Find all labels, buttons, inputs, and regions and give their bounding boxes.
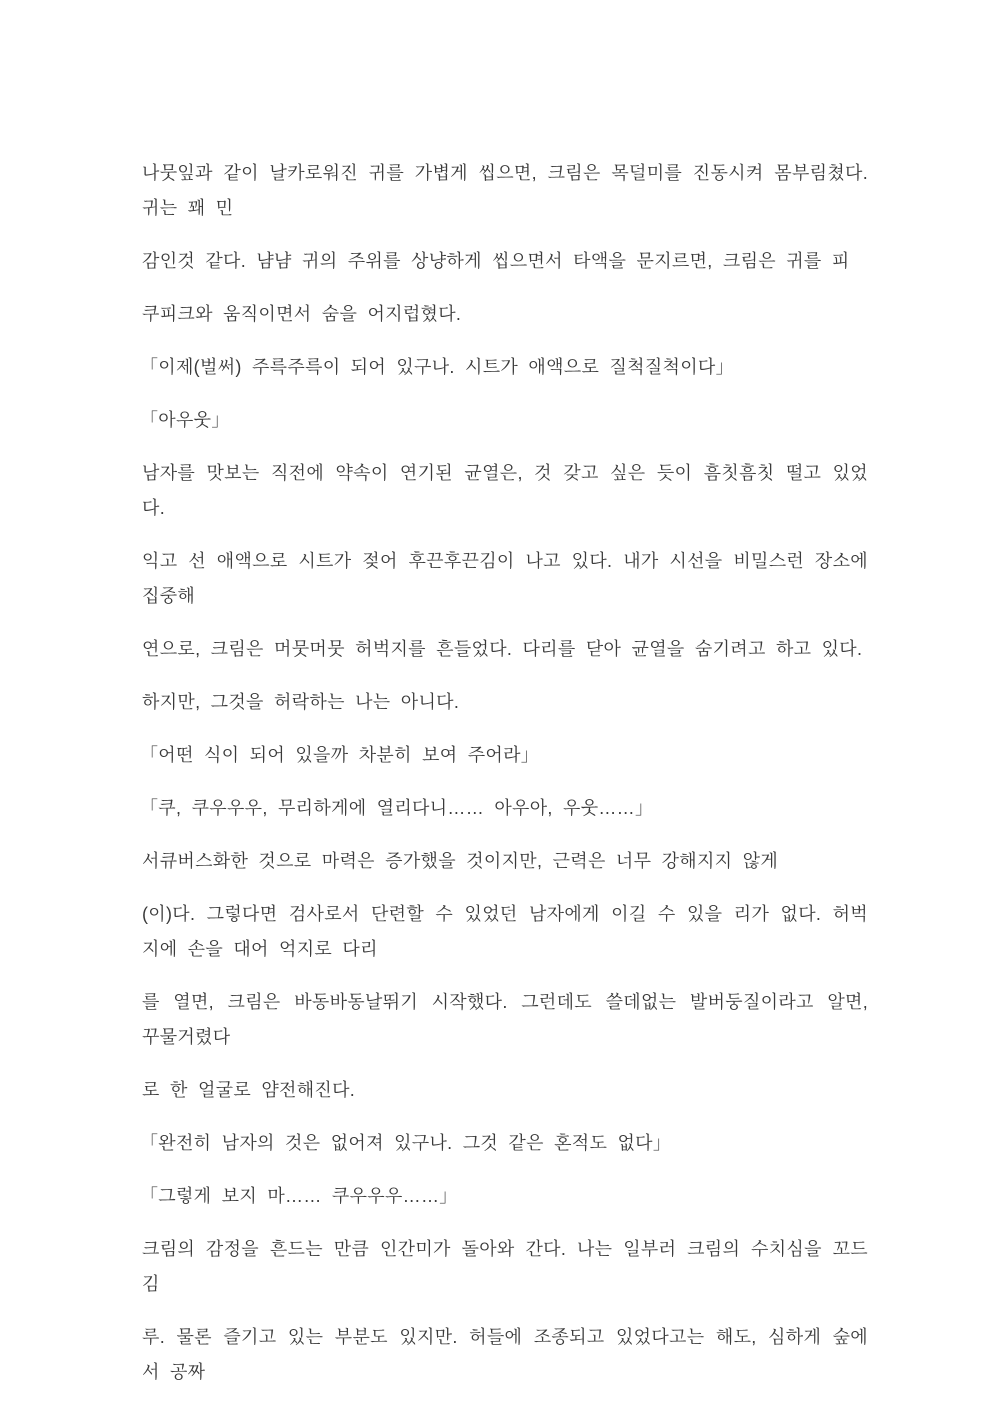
narration-paragraph: 감인것 같다. 냠냠 귀의 주위를 상냥하게 씹으면서 타액을 문지르면, 크림은 귀를 피 [142,251,850,271]
dialogue-line: 「완전히 남자의 것은 없어져 있구나. 그것 같은 혼적도 없다」 [140,1133,672,1153]
narration-paragraph: 하지만, 그것을 허락하는 나는 아니다. [142,692,460,712]
narration-paragraph: 연으로, 크림은 머뭇머뭇 허벅지를 흔들었다. 다리를 닫아 균열을 숨기려고 하고 있다. [142,639,863,659]
narration-paragraph: (이)다. 그렇다면 검사로서 단련할 수 있었던 남자에게 이길 수 있을 리가 없다. 허벅지에 손을 대어 억지로 다리 [142,904,868,959]
narration-paragraph: 남자를 맛보는 직전에 약속이 연기된 균열은, 것 갖고 싶은 듯이 흠칫흠칫 떨고 있었다. [142,463,868,518]
dialogue-line: 「그렇게 보지 마…… 쿠우우우……」 [140,1186,458,1206]
narration-paragraph: 익고 선 애액으로 시트가 젖어 후끈후끈김이 나고 있다. 내가 시선을 비밀스런 장소에 집중해 [142,551,868,606]
dialogue-line: 「쿠, 쿠우우우, 무리하게에 열리다니…… 아우아, 우웃……」 [140,798,654,818]
narration-paragraph: 쿠피크와 움직이면서 숨을 어지럽혔다. [142,304,462,324]
narration-paragraph: 로 한 얼굴로 얌전해진다. [142,1080,356,1100]
narration-paragraph: 서큐버스화한 것으로 마력은 증가했을 것이지만, 근력은 너무 강해지지 않게 [142,851,779,871]
dialogue-line: 「이제(벌써) 주륵주륵이 되어 있구나. 시트가 애액으로 질척질척이다」 [140,357,734,377]
dialogue-line: 「아우웃」 [140,410,230,430]
dialogue-line: 「어떤 식이 되어 있을까 차분히 보여 주어라」 [140,745,540,765]
novel-text-content [142,156,868,1390]
narration-paragraph: 크림의 감정을 흔드는 만큼 인간미가 돌아와 간다. 나는 일부러 크림의 수치심을 꼬드김 [142,1239,868,1294]
narration-paragraph: 나뭇잎과 같이 날카로워진 귀를 가볍게 씹으면, 크림은 목덜미를 진동시켜 몸부림쳤다. 귀는 꽤 민 [142,163,868,218]
narration-paragraph: 루. 물론 즐기고 있는 부분도 있지만. 허들에 조종되고 있었다고는 해도, 심하게 숲에서 공짜 [142,1327,868,1382]
narration-paragraph: 를 열면, 크림은 바동바동날뛰기 시작했다. 그런데도 쓸데없는 발버둥질이라고 알면, 꾸물거렸다 [142,992,868,1047]
